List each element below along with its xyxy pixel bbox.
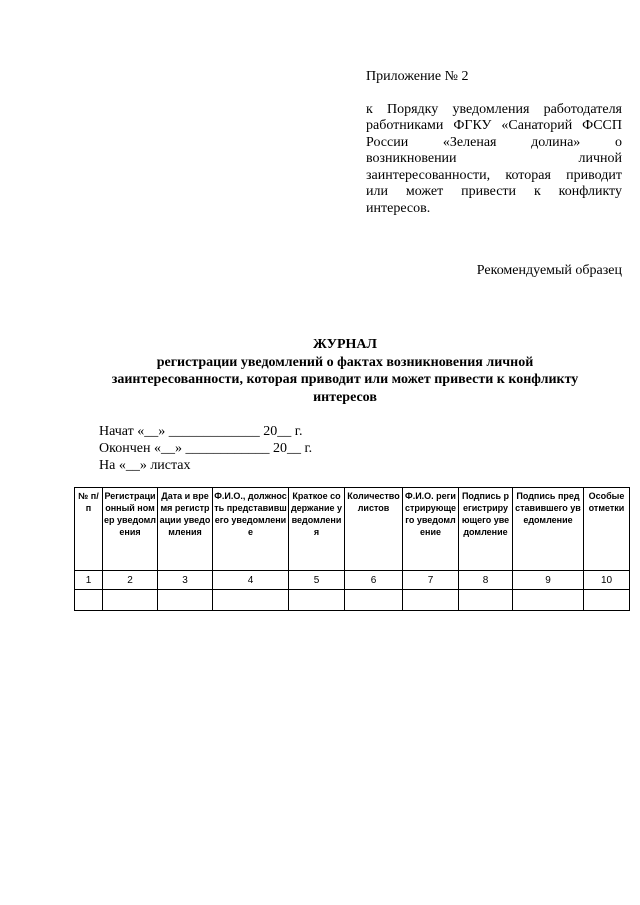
header-sheets: Количество листов bbox=[345, 488, 403, 571]
header-registrar-signature: Подпись регистрирующего уведомление bbox=[459, 488, 513, 571]
header-summary: Краткое содержание уведомления bbox=[289, 488, 345, 571]
column-number: 4 bbox=[213, 571, 289, 590]
table-cell bbox=[289, 590, 345, 611]
sheets-count: На «__» листах bbox=[99, 458, 191, 473]
journal-title: ЖУРНАЛ bbox=[313, 337, 377, 352]
table-cell bbox=[459, 590, 513, 611]
column-number: 7 bbox=[403, 571, 459, 590]
header-number: № п/п bbox=[75, 488, 103, 571]
column-number: 5 bbox=[289, 571, 345, 590]
table-cell bbox=[213, 590, 289, 611]
sample-label: Рекомендуемый образец bbox=[476, 263, 622, 278]
table-cell bbox=[584, 590, 630, 611]
journal-heading bbox=[100, 336, 590, 406]
table-cell bbox=[403, 590, 459, 611]
table-header-row bbox=[75, 488, 630, 571]
column-number: 1 bbox=[75, 571, 103, 590]
header-submitter: Ф.И.О., должность представившего уведомление bbox=[213, 488, 289, 571]
table-cell bbox=[103, 590, 158, 611]
table-cell bbox=[75, 590, 103, 611]
journal-subtitle: регистрации уведомлений о фактах возникновения личной заинтересованности, которая приводит или может привести к конфликту интересов bbox=[111, 354, 579, 405]
header-notes: Особые отметки bbox=[584, 488, 630, 571]
column-number: 2 bbox=[103, 571, 158, 590]
column-number-row bbox=[75, 571, 630, 590]
header-reg-date: Дата и время регистрации уведомления bbox=[158, 488, 213, 571]
table-cell bbox=[513, 590, 584, 611]
column-number: 8 bbox=[459, 571, 513, 590]
header-submitter-signature: Подпись представившего уведомление bbox=[513, 488, 584, 571]
appendix-text: к Порядку уведомления работодателя работниками ФГКУ «Санаторий ФССП России «Зеленая долина» о возникновении личной заинтересованности, которая приводит или может привести к конфликту интересов. bbox=[366, 101, 622, 216]
header-reg-number: Регистрационный номер уведомления bbox=[103, 488, 158, 571]
column-number: 10 bbox=[584, 571, 630, 590]
column-number: 6 bbox=[345, 571, 403, 590]
journal-dates bbox=[99, 423, 312, 474]
table-row bbox=[75, 590, 630, 611]
appendix-block bbox=[366, 69, 622, 217]
date-started: Начат «__» _____________ 20__ г. bbox=[99, 424, 303, 439]
table-cell bbox=[345, 590, 403, 611]
header-registrar: Ф.И.О. регистрирующего уведомление bbox=[403, 488, 459, 571]
appendix-title: Приложение № 2 bbox=[366, 69, 469, 84]
column-number: 9 bbox=[513, 571, 584, 590]
table-cell bbox=[158, 590, 213, 611]
column-number: 3 bbox=[158, 571, 213, 590]
date-finished: Окончен «__» ____________ 20__ г. bbox=[99, 441, 313, 456]
registration-table bbox=[74, 487, 630, 611]
